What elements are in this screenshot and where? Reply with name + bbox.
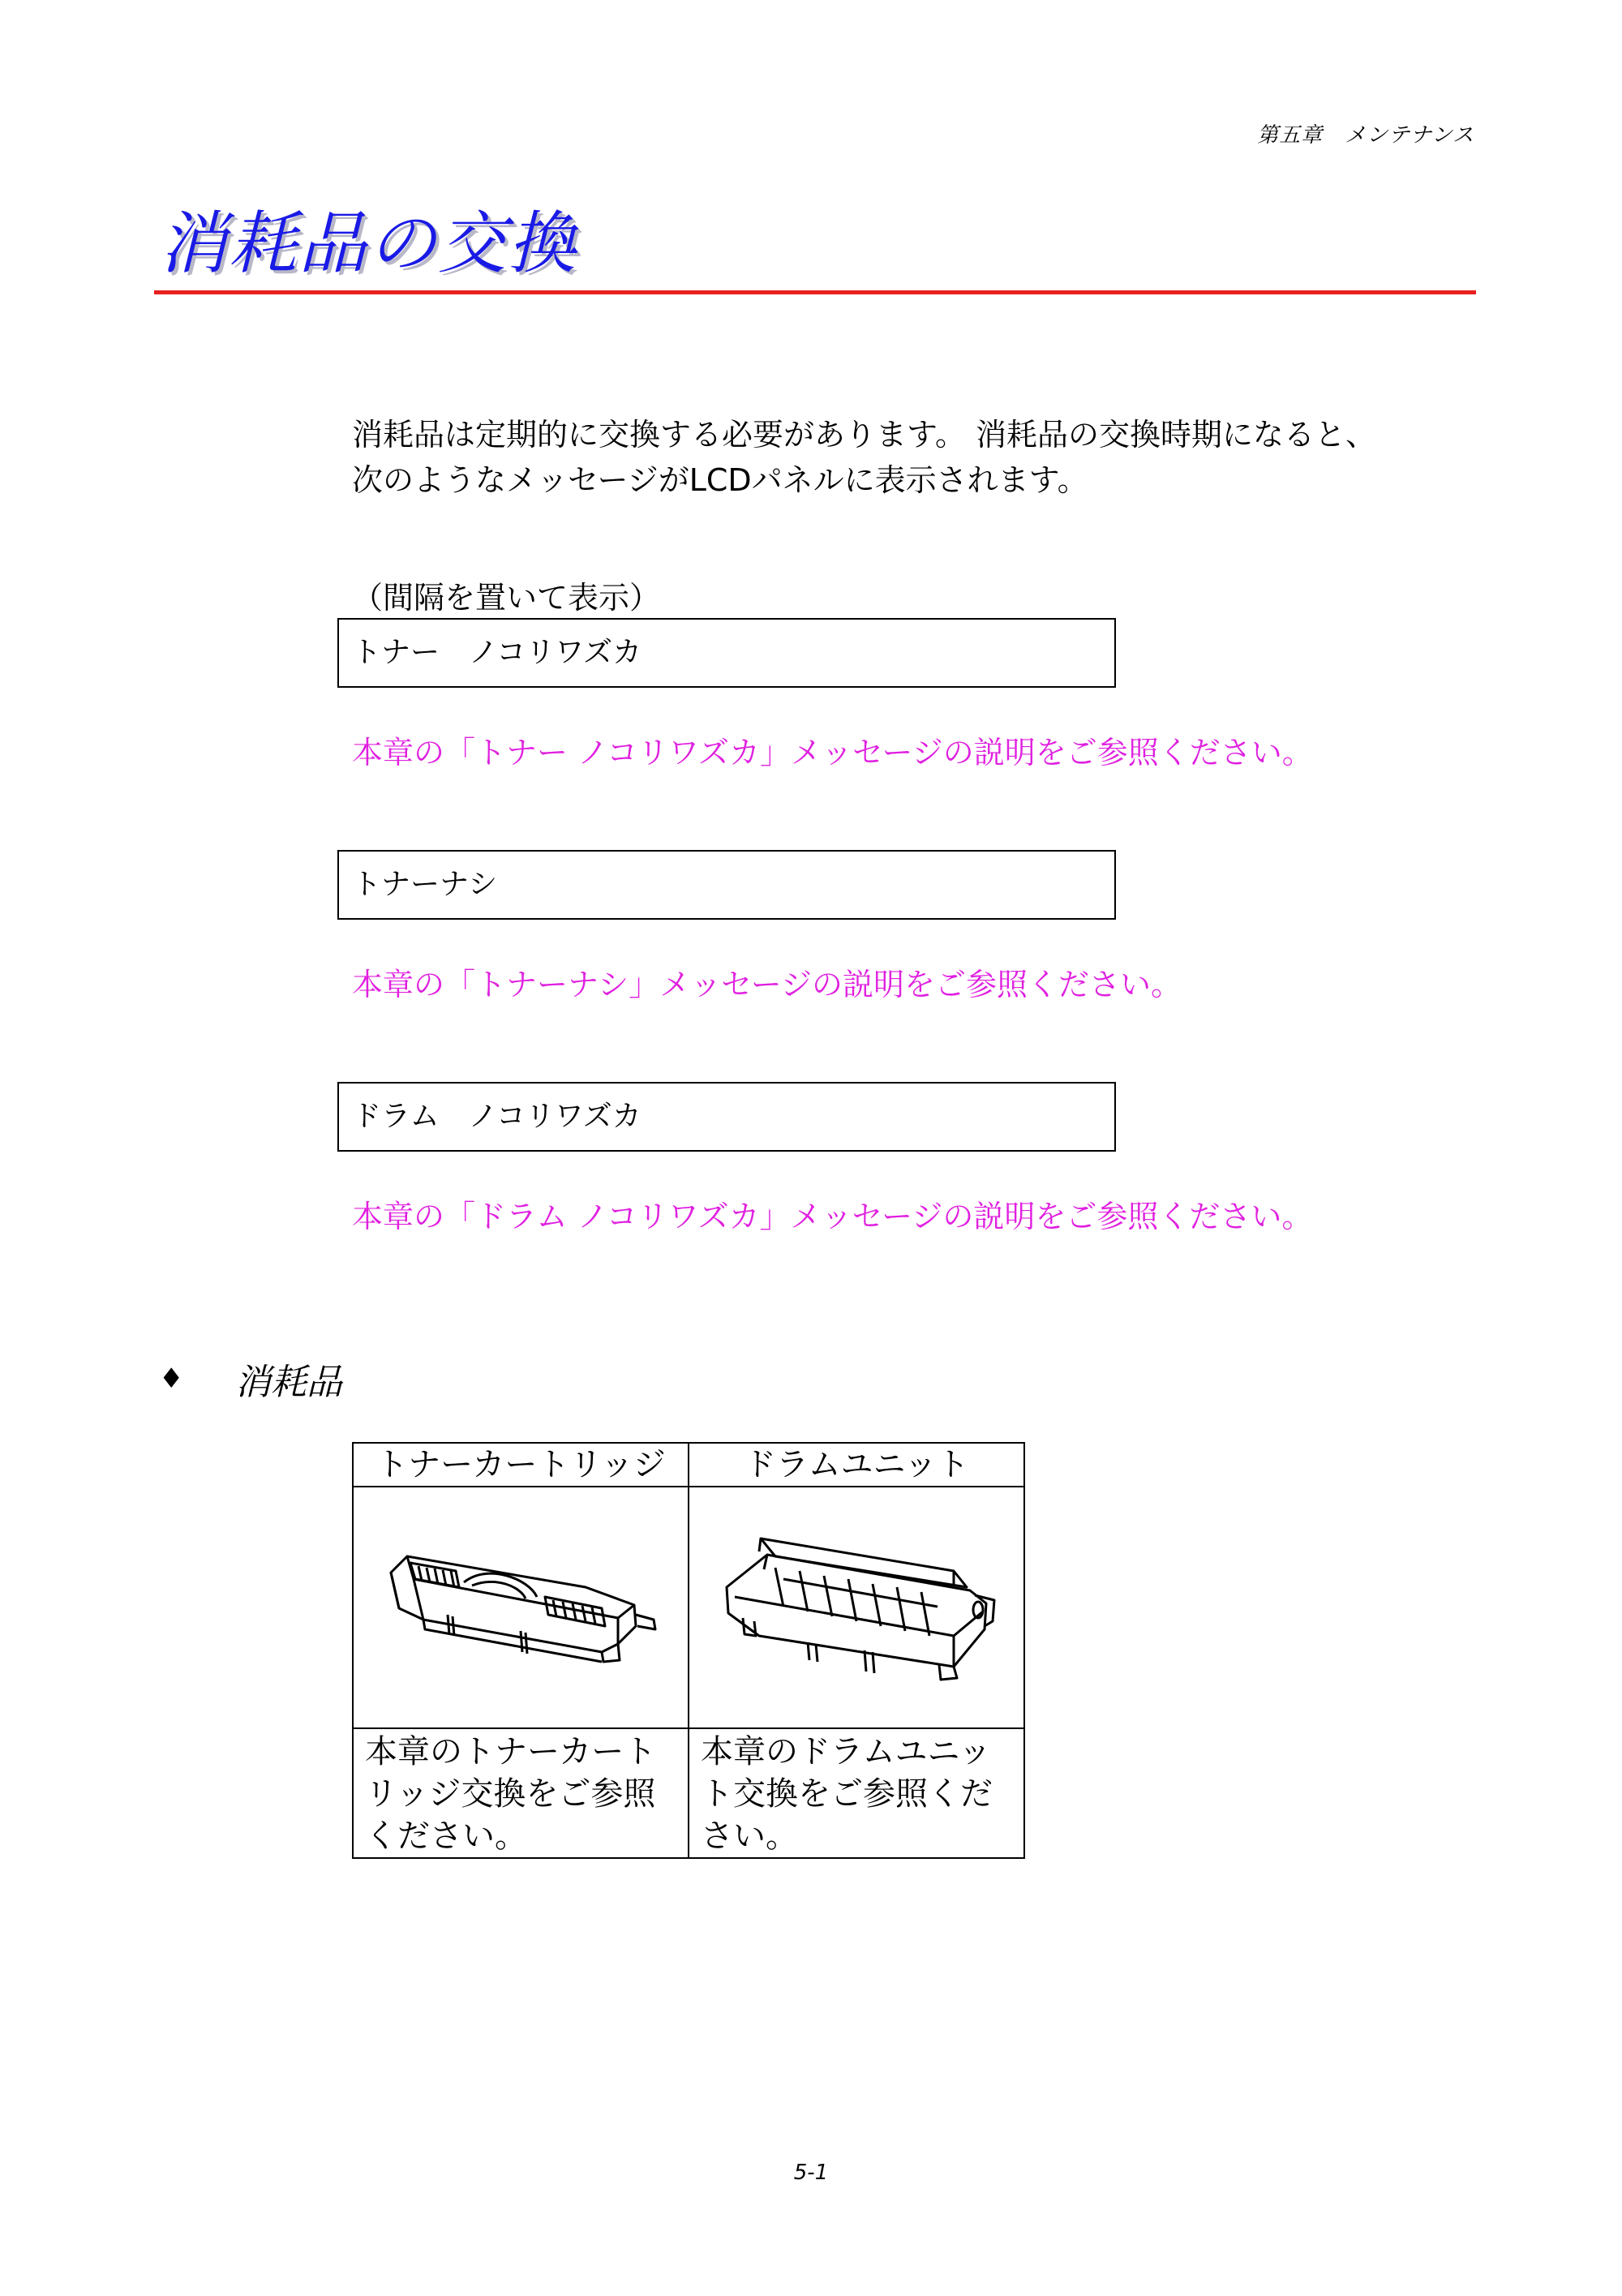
toner-desc-line-3: ください。	[365, 1817, 527, 1855]
consumables-table	[352, 1442, 1025, 1859]
table-header-toner: トナーカートリッジ	[353, 1443, 689, 1487]
chapter-header: 第五章 メンテナンス	[1257, 123, 1474, 148]
intro-line-1: 消耗品は定期的に交換する必要があります。 消耗品の交換時期になると、	[352, 417, 1377, 453]
table-header-row	[353, 1443, 1024, 1487]
drum-unit-illustration	[710, 1522, 1002, 1693]
drum-desc-line-2: ト交換をご参照くだ	[701, 1775, 993, 1813]
drum-desc-line-1: 本章のドラムユニッ	[701, 1733, 991, 1770]
title-underline	[154, 290, 1476, 294]
drum-image-cell	[689, 1487, 1024, 1728]
page-number: 5-1	[793, 2161, 829, 2185]
table-header-drum: ドラムユニット	[689, 1443, 1024, 1487]
interval-note: （間隔を置いて表示）	[352, 580, 661, 616]
lcd-message-toner-low: トナー ノコリワズカ	[337, 618, 1116, 688]
toner-desc-line-2: リッジ交換をご参照	[365, 1775, 656, 1813]
lcd-message-drum-low: ドラム ノコリワズカ	[337, 1082, 1116, 1152]
intro-paragraph	[352, 412, 1487, 503]
drum-desc-line-3: さい。	[701, 1817, 798, 1855]
toner-image-cell	[353, 1487, 689, 1728]
table-image-row	[353, 1487, 1024, 1728]
toner-cartridge-illustration	[375, 1530, 667, 1684]
section-heading-consumables: 消耗品	[235, 1362, 342, 1403]
diamond-bullet-icon: ♦	[159, 1363, 184, 1395]
lcd-message-toner-empty: トナーナシ	[337, 850, 1116, 920]
page-title: 消耗品の交換	[159, 204, 578, 283]
reference-drum-low: 本章の「ドラム ノコリワズカ」メッセージの説明をご参照ください。	[352, 1199, 1313, 1234]
intro-line-2: 次のようなメッセージがLCDパネルに表示されます。	[352, 462, 1088, 498]
toner-description	[353, 1728, 689, 1858]
toner-desc-line-1: 本章のトナーカート	[365, 1733, 657, 1770]
drum-description	[689, 1728, 1024, 1858]
table-description-row	[353, 1728, 1024, 1858]
reference-toner-empty: 本章の「トナーナシ」メッセージの説明をご参照ください。	[352, 967, 1182, 1002]
reference-toner-low: 本章の「トナー ノコリワズカ」メッセージの説明をご参照ください。	[352, 735, 1313, 770]
